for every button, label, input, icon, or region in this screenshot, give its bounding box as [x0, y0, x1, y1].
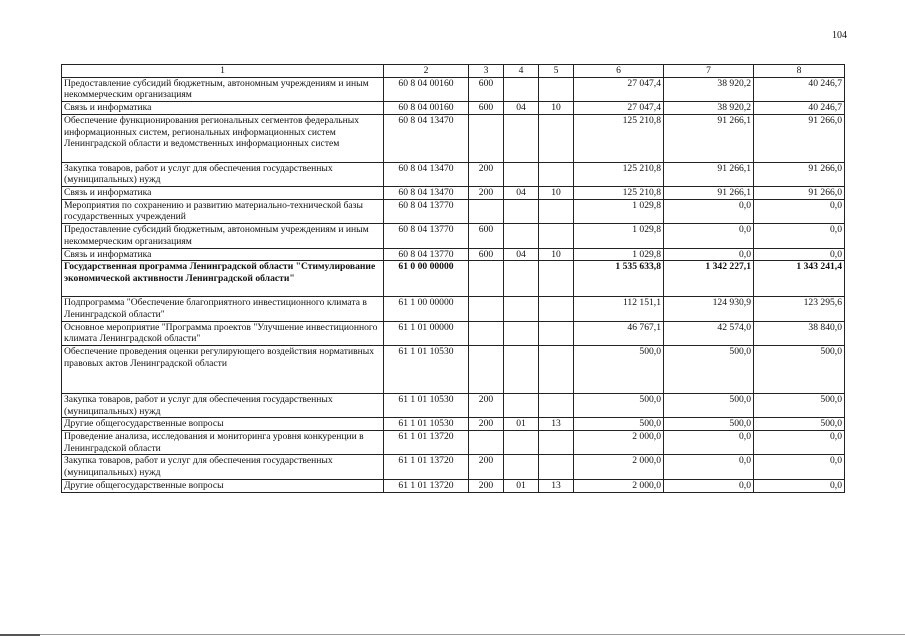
table-row [62, 114, 845, 162]
cell-section [504, 162, 539, 186]
cell-target-article: 60 8 04 13770 [384, 199, 469, 223]
table-row [62, 479, 845, 492]
cell-amount-year1: 27 047,4 [574, 102, 664, 115]
cell-amount-year1: 125 210,8 [574, 187, 664, 200]
cell-amount-year3: 40 246,7 [754, 77, 845, 101]
cell-amount-year3: 38 840,0 [754, 321, 845, 345]
cell-amount-year2: 1 342 227,1 [664, 261, 754, 297]
cell-section [504, 77, 539, 101]
cell-target-article: 61 1 01 13720 [384, 479, 469, 492]
cell-subsection [539, 261, 574, 297]
cell-expense-type: 200 [469, 187, 504, 200]
cell-amount-year2: 500,0 [664, 393, 754, 417]
cell-amount-year3: 500,0 [754, 393, 845, 417]
header-cell-6: 6 [574, 65, 664, 78]
cell-target-article: 60 8 04 00160 [384, 102, 469, 115]
table-row [62, 248, 845, 261]
table-row [62, 261, 845, 297]
cell-target-article: 61 1 01 13720 [384, 431, 469, 455]
cell-expense-type [469, 261, 504, 297]
cell-amount-year2: 91 266,1 [664, 162, 754, 186]
cell-amount-year1: 125 210,8 [574, 162, 664, 186]
cell-section [504, 261, 539, 297]
cell-amount-year3: 0,0 [754, 199, 845, 223]
header-cell-4: 4 [504, 65, 539, 78]
cell-name: Другие общегосударственные вопросы [62, 479, 384, 492]
cell-target-article: 60 8 04 13770 [384, 248, 469, 261]
cell-amount-year2: 124 930,9 [664, 297, 754, 321]
table-row [62, 187, 845, 200]
cell-amount-year3: 0,0 [754, 455, 845, 479]
cell-section [504, 297, 539, 321]
cell-amount-year2: 91 266,1 [664, 114, 754, 162]
cell-target-article: 61 0 00 00000 [384, 261, 469, 297]
page-bottom-rule [0, 634, 905, 635]
cell-amount-year1: 1 029,8 [574, 224, 664, 248]
table-row [62, 224, 845, 248]
table-row [62, 346, 845, 394]
header-cell-7: 7 [664, 65, 754, 78]
cell-target-article: 61 1 01 10530 [384, 418, 469, 431]
cell-amount-year2: 38 920,2 [664, 77, 754, 101]
cell-target-article: 60 8 04 13470 [384, 114, 469, 162]
cell-expense-type: 200 [469, 455, 504, 479]
table-row [62, 418, 845, 431]
table-row [62, 199, 845, 223]
cell-expense-type [469, 321, 504, 345]
table-row [62, 393, 845, 417]
cell-section: 01 [504, 479, 539, 492]
cell-name: Основное мероприятие "Программа проектов "Улучшение инвестиционного климата Ленинградской области" [62, 321, 384, 345]
cell-amount-year3: 91 266,0 [754, 187, 845, 200]
cell-amount-year1: 1 029,8 [574, 199, 664, 223]
cell-amount-year3: 0,0 [754, 224, 845, 248]
cell-subsection [539, 297, 574, 321]
table-row [62, 431, 845, 455]
cell-name: Связь и информатика [62, 187, 384, 200]
cell-subsection: 10 [539, 102, 574, 115]
cell-section [504, 346, 539, 394]
cell-amount-year1: 46 767,1 [574, 321, 664, 345]
cell-subsection [539, 346, 574, 394]
cell-amount-year1: 500,0 [574, 393, 664, 417]
header-cell-1: 1 [62, 65, 384, 78]
cell-subsection [539, 393, 574, 417]
cell-subsection [539, 77, 574, 101]
cell-amount-year3: 0,0 [754, 479, 845, 492]
cell-section: 04 [504, 248, 539, 261]
budget-table [61, 64, 845, 493]
cell-amount-year2: 0,0 [664, 224, 754, 248]
header-cell-5: 5 [539, 65, 574, 78]
cell-target-article: 61 1 00 00000 [384, 297, 469, 321]
table-row [62, 321, 845, 345]
cell-expense-type [469, 114, 504, 162]
cell-name: Связь и информатика [62, 102, 384, 115]
cell-section: 04 [504, 102, 539, 115]
cell-subsection: 10 [539, 187, 574, 200]
cell-amount-year1: 112 151,1 [574, 297, 664, 321]
cell-target-article: 61 1 01 10530 [384, 393, 469, 417]
cell-subsection [539, 199, 574, 223]
table-row [62, 455, 845, 479]
cell-expense-type: 600 [469, 102, 504, 115]
cell-amount-year1: 27 047,4 [574, 77, 664, 101]
cell-target-article: 60 8 04 00160 [384, 77, 469, 101]
cell-target-article: 61 1 01 13720 [384, 455, 469, 479]
cell-name: Предоставление субсидий бюджетным, автономным учреждениям и иным некоммерческим организациям [62, 224, 384, 248]
cell-subsection: 10 [539, 248, 574, 261]
cell-amount-year3: 500,0 [754, 418, 845, 431]
cell-expense-type: 600 [469, 248, 504, 261]
cell-amount-year3: 91 266,0 [754, 162, 845, 186]
cell-amount-year3: 0,0 [754, 431, 845, 455]
table-row [62, 162, 845, 186]
cell-amount-year1: 2 000,0 [574, 455, 664, 479]
cell-subsection [539, 162, 574, 186]
cell-name: Предоставление субсидий бюджетным, автономным учреждениям и иным некоммерческим организациям [62, 77, 384, 101]
header-cell-8: 8 [754, 65, 845, 78]
cell-amount-year2: 500,0 [664, 418, 754, 431]
cell-amount-year2: 0,0 [664, 455, 754, 479]
cell-amount-year3: 123 295,6 [754, 297, 845, 321]
cell-amount-year2: 38 920,2 [664, 102, 754, 115]
cell-name: Связь и информатика [62, 248, 384, 261]
cell-amount-year1: 2 000,0 [574, 479, 664, 492]
table-row [62, 102, 845, 115]
cell-amount-year1: 2 000,0 [574, 431, 664, 455]
cell-section: 01 [504, 418, 539, 431]
cell-amount-year1: 1 535 633,8 [574, 261, 664, 297]
cell-name: Подпрограмма "Обеспечение благоприятного инвестиционного климата в Ленинградской области" [62, 297, 384, 321]
cell-section [504, 431, 539, 455]
cell-expense-type [469, 297, 504, 321]
cell-target-article: 60 8 04 13470 [384, 162, 469, 186]
cell-expense-type [469, 431, 504, 455]
cell-subsection [539, 431, 574, 455]
cell-expense-type: 200 [469, 479, 504, 492]
cell-section [504, 321, 539, 345]
cell-amount-year2: 42 574,0 [664, 321, 754, 345]
cell-name: Обеспечение функционирования региональных сегментов федеральных информационных систем, региональных информационных систем Ленинградской области и ведомственных информационных систем [62, 114, 384, 162]
cell-target-article: 61 1 01 10530 [384, 346, 469, 394]
cell-amount-year3: 40 246,7 [754, 102, 845, 115]
cell-amount-year3: 1 343 241,4 [754, 261, 845, 297]
cell-expense-type: 200 [469, 393, 504, 417]
cell-section [504, 114, 539, 162]
cell-name: Проведение анализа, исследования и мониторинга уровня конкуренции в Ленинградской области [62, 431, 384, 455]
page-number: 104 [832, 30, 847, 41]
cell-amount-year2: 0,0 [664, 479, 754, 492]
cell-amount-year1: 125 210,8 [574, 114, 664, 162]
cell-expense-type: 600 [469, 224, 504, 248]
cell-section [504, 224, 539, 248]
cell-target-article: 61 1 01 00000 [384, 321, 469, 345]
cell-subsection [539, 321, 574, 345]
cell-name: Мероприятия по сохранению и развитию материально-технической базы государственных учреждений [62, 199, 384, 223]
cell-subsection [539, 114, 574, 162]
header-cell-3: 3 [469, 65, 504, 78]
cell-subsection [539, 224, 574, 248]
cell-name: Государственная программа Ленинградской области "Стимулирование экономической активности Ленинградской области" [62, 261, 384, 297]
cell-name: Обеспечение проведения оценки регулирующего воздействия нормативных правовых актов Ленинградской области [62, 346, 384, 394]
cell-name: Закупка товаров, работ и услуг для обеспечения государственных (муниципальных) нужд [62, 455, 384, 479]
cell-target-article: 60 8 04 13770 [384, 224, 469, 248]
cell-subsection: 13 [539, 479, 574, 492]
cell-name: Другие общегосударственные вопросы [62, 418, 384, 431]
cell-subsection: 13 [539, 418, 574, 431]
cell-amount-year1: 500,0 [574, 418, 664, 431]
cell-target-article: 60 8 04 13470 [384, 187, 469, 200]
cell-expense-type: 600 [469, 77, 504, 101]
cell-section [504, 393, 539, 417]
cell-expense-type: 200 [469, 418, 504, 431]
page-bottom-rule-mark [0, 634, 40, 636]
table-row [62, 297, 845, 321]
cell-name: Закупка товаров, работ и услуг для обеспечения государственных (муниципальных) нужд [62, 393, 384, 417]
table-row [62, 77, 845, 101]
cell-expense-type: 200 [469, 162, 504, 186]
cell-section [504, 199, 539, 223]
cell-amount-year2: 91 266,1 [664, 187, 754, 200]
cell-expense-type [469, 199, 504, 223]
cell-amount-year2: 0,0 [664, 431, 754, 455]
table-header-row [62, 65, 845, 78]
cell-expense-type [469, 346, 504, 394]
cell-subsection [539, 455, 574, 479]
cell-amount-year1: 500,0 [574, 346, 664, 394]
cell-amount-year2: 0,0 [664, 248, 754, 261]
cell-amount-year3: 0,0 [754, 248, 845, 261]
cell-amount-year3: 500,0 [754, 346, 845, 394]
cell-section: 04 [504, 187, 539, 200]
cell-amount-year2: 0,0 [664, 199, 754, 223]
cell-amount-year1: 1 029,8 [574, 248, 664, 261]
cell-section [504, 455, 539, 479]
header-cell-2: 2 [384, 65, 469, 78]
cell-amount-year3: 91 266,0 [754, 114, 845, 162]
cell-name: Закупка товаров, работ и услуг для обеспечения государственных (муниципальных) нужд [62, 162, 384, 186]
cell-amount-year2: 500,0 [664, 346, 754, 394]
